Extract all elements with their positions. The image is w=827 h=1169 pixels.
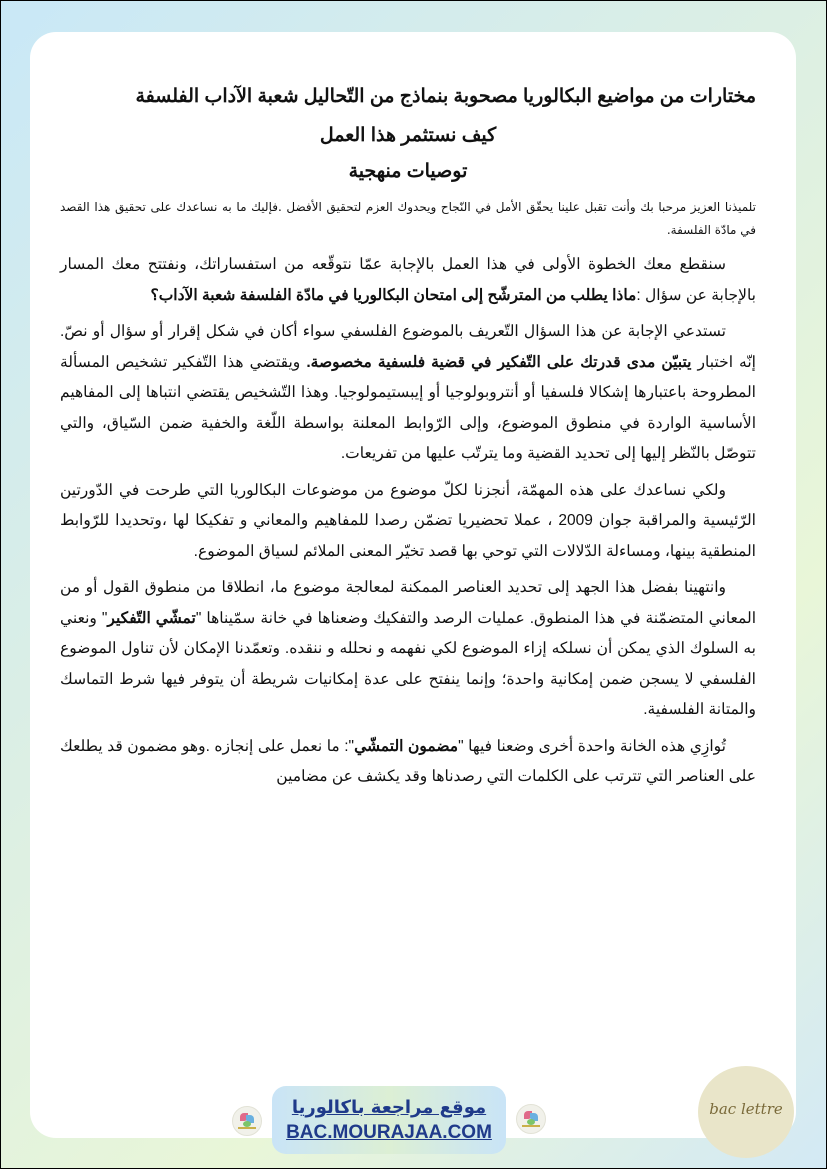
- paragraph-text: تُوازِي هذه الخانة واحدة أخرى وضعنا فيها ": [458, 737, 726, 755]
- site-name-arabic[interactable]: موقع مراجعة باكالوريا: [291, 1097, 487, 1118]
- paragraph-text: وانتهينا بفضل هذا الجهد إلى تحديد العناصر الممكنة لمعالجة موضوع ما، انطلاقا من منطوق القول أو من المعاني المتضمّنة في هذا المنطوق. عمليات الرصد والتفكيك وضعناها في خانة سمّيناها ": [60, 579, 757, 627]
- paragraph-text: ": ما نعمل على إنجازه .وهو مضمون قد يطلعك على العناصر التي تترتب على الكلمات التي رصدناها وقد يكشف عن مضامين: [60, 737, 756, 785]
- paragraph-text: تستدعي الإجابة عن هذا السؤال التّعريف بالموضوع الفلسفي سواء أكان في شكل إقرار أو سؤال أو نصّ. إنّه اختبار: [60, 323, 756, 371]
- site-url-link[interactable]: BAC.MOURAJAA.COM: [286, 1122, 492, 1143]
- paragraph-1: [60, 250, 756, 311]
- bold-term: مضمون التمشّي: [354, 737, 459, 755]
- paragraph-text: " ونعني به السلوك الذي يمكن أن نسلكه إزاء الموضوع لكي نفهمه و نحلله و ننقده. وتعمّدنا الإمكان لأن تناول الموضوع الفلسفي لا يسجن ضمن إمكانية واحدة؛ وإنما ينفتح على عدة إمكانيات شريطة أن يتوفر فيها شرط التماسك والمتانة الفلسفية.: [60, 609, 756, 718]
- paragraph-text: سنقطع معك الخطوة الأولى في هذا العمل بالإجابة عمّا نتوقّعه من استفساراتك، ونفتتح معك المسار بالإجابة عن سؤال :: [60, 256, 756, 304]
- paragraph-text: ويقتضي هذا التّفكير تشخيص المسألة المطروحة باعتبارها إشكالا فلسفيا أو أنتروبولوجيا أو إيبستيمولوجيا. وهذا التّشخيص يقتضي انتباها إلى المفاهيم الأساسية الواردة في منطوق الموضوع، وإلى الرّوابط المعلنة بواسطة اللّغة والخفية ضمن السّياق، والتي تتوصّل بالنّظر إليها إلى تحديد القضية وما يترتّب عليها من تفريعات.: [60, 353, 756, 462]
- bold-term: تمشّي التّفكير: [107, 609, 196, 627]
- bold-phrase: يتبيّن مدى قدرتك على التّفكير في قضية فلسفية مخصوصة.: [306, 353, 692, 371]
- intro-paragraph: تلميذنا العزيز مرحبا بك وأنت تقبل علينا يحقّق الأمل في النّجاح ويحدوك العزم لتحقيق الأفضل .فإليك ما به نساعدك على تحقيق هذا القصد في مادّة الفلسفة.: [60, 200, 756, 237]
- bac-lettre-badge: [698, 1066, 794, 1158]
- section-subheading: توصيات منهجية: [348, 161, 468, 182]
- badge-text: bac lettre: [709, 1100, 783, 1118]
- paragraph-4: [60, 573, 756, 726]
- paragraph-2: [60, 317, 756, 470]
- paragraph-3: ولكي نساعدك على هذه المهمّة، أنجزنا لكلّ موضوع من موضوعات البكالوريا التي طرحت في الدّورتين الرّئيسية والمراقبة جوان 2009 ، عملا تحضيريا تضمّن رصدا للمفاهيم والمعاني و تفكيكا لها ،وتحديدا للرّوابط المنطقية بينها، ومساءلة الدّلالات التي توحي بها قصد تخيّر المعنى الملائم لسياق الموضوع.: [60, 481, 756, 560]
- site-logo-icon: [232, 1106, 262, 1136]
- bold-question: ماذا يطلب من المترشّح إلى امتحان البكالوريا في مادّة الفلسفة شعبة الآداب؟: [150, 286, 637, 304]
- document-content: [60, 78, 756, 799]
- site-logo-icon: [516, 1104, 546, 1134]
- paragraph-5: [60, 732, 756, 793]
- footer-banner[interactable]: [272, 1086, 506, 1154]
- section-heading: كيف نستثمر هذا العمل: [319, 125, 497, 146]
- document-title: مختارات من مواضيع البكالوريا مصحوبة بنماذج من التّحاليل شعبة الآداب الفلسفة: [135, 86, 756, 107]
